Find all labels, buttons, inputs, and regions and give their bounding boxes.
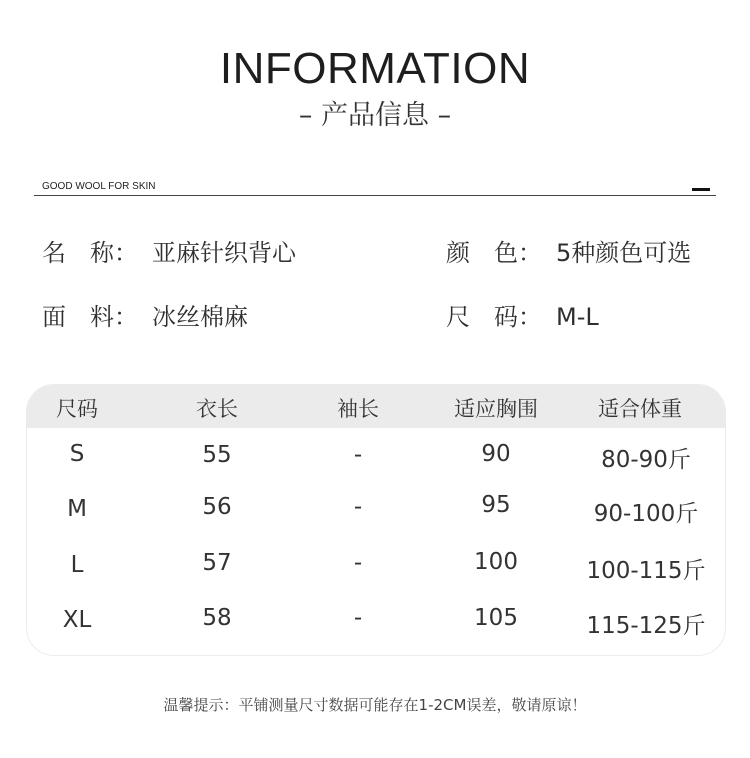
cell-sleeve: - (353, 442, 363, 468)
divider-accent (692, 188, 710, 191)
size-table (26, 384, 726, 656)
cell-weight: 90-100斤 (593, 501, 699, 527)
product-name-value: 亚麻针织背心 (152, 239, 296, 267)
cell-sleeve: - (353, 494, 363, 520)
cell-chest: 100 (474, 549, 518, 575)
product-size-value: M-L (556, 303, 599, 331)
size-table-header (27, 385, 725, 428)
product-name-label: 名 称： (42, 239, 138, 267)
cell-size: XL (62, 607, 92, 633)
product-color-value: 5种颜色可选 (556, 239, 692, 267)
product-material (42, 297, 248, 332)
cell-sleeve: - (353, 605, 363, 631)
product-color-label: 颜 色： (446, 239, 542, 267)
measurement-note: 温馨提示：平铺测量尺寸数据可能存在1-2CM误差，敬请原谅！ (163, 696, 587, 714)
cell-size: L (70, 552, 84, 578)
product-material-label: 面 料： (42, 303, 138, 331)
product-size-label: 尺 码： (446, 303, 542, 331)
cell-length: 56 (202, 494, 232, 520)
cell-chest: 90 (481, 441, 511, 467)
product-material-value: 冰丝棉麻 (152, 303, 248, 331)
tagline: GOOD WOOL FOR SKIN (42, 181, 156, 192)
cell-weight: 80-90斤 (601, 447, 691, 473)
header-cell-length: 衣长 (196, 397, 238, 421)
header-cell-sleeve: 袖长 (337, 397, 379, 421)
header-cell-weight: 适合体重 (598, 397, 682, 421)
header-cell-size: 尺码 (56, 397, 98, 421)
cell-weight: 100-115斤 (586, 558, 706, 584)
product-color (446, 233, 691, 268)
header-cell-chest: 适应胸围 (454, 397, 538, 421)
cell-sleeve: - (353, 550, 363, 576)
product-name (42, 233, 296, 268)
page-title: INFORMATION (219, 44, 531, 93)
cell-length: 57 (202, 550, 232, 576)
cell-chest: 95 (481, 492, 511, 518)
cell-size: M (67, 496, 87, 522)
product-size (446, 297, 599, 332)
cell-weight: 115-125斤 (586, 613, 706, 639)
page-subtitle: – 产品信息 – (298, 100, 452, 131)
cell-length: 55 (202, 442, 232, 468)
divider-line (34, 195, 716, 196)
cell-chest: 105 (474, 605, 518, 631)
cell-length: 58 (202, 605, 232, 631)
cell-size: S (69, 441, 85, 467)
